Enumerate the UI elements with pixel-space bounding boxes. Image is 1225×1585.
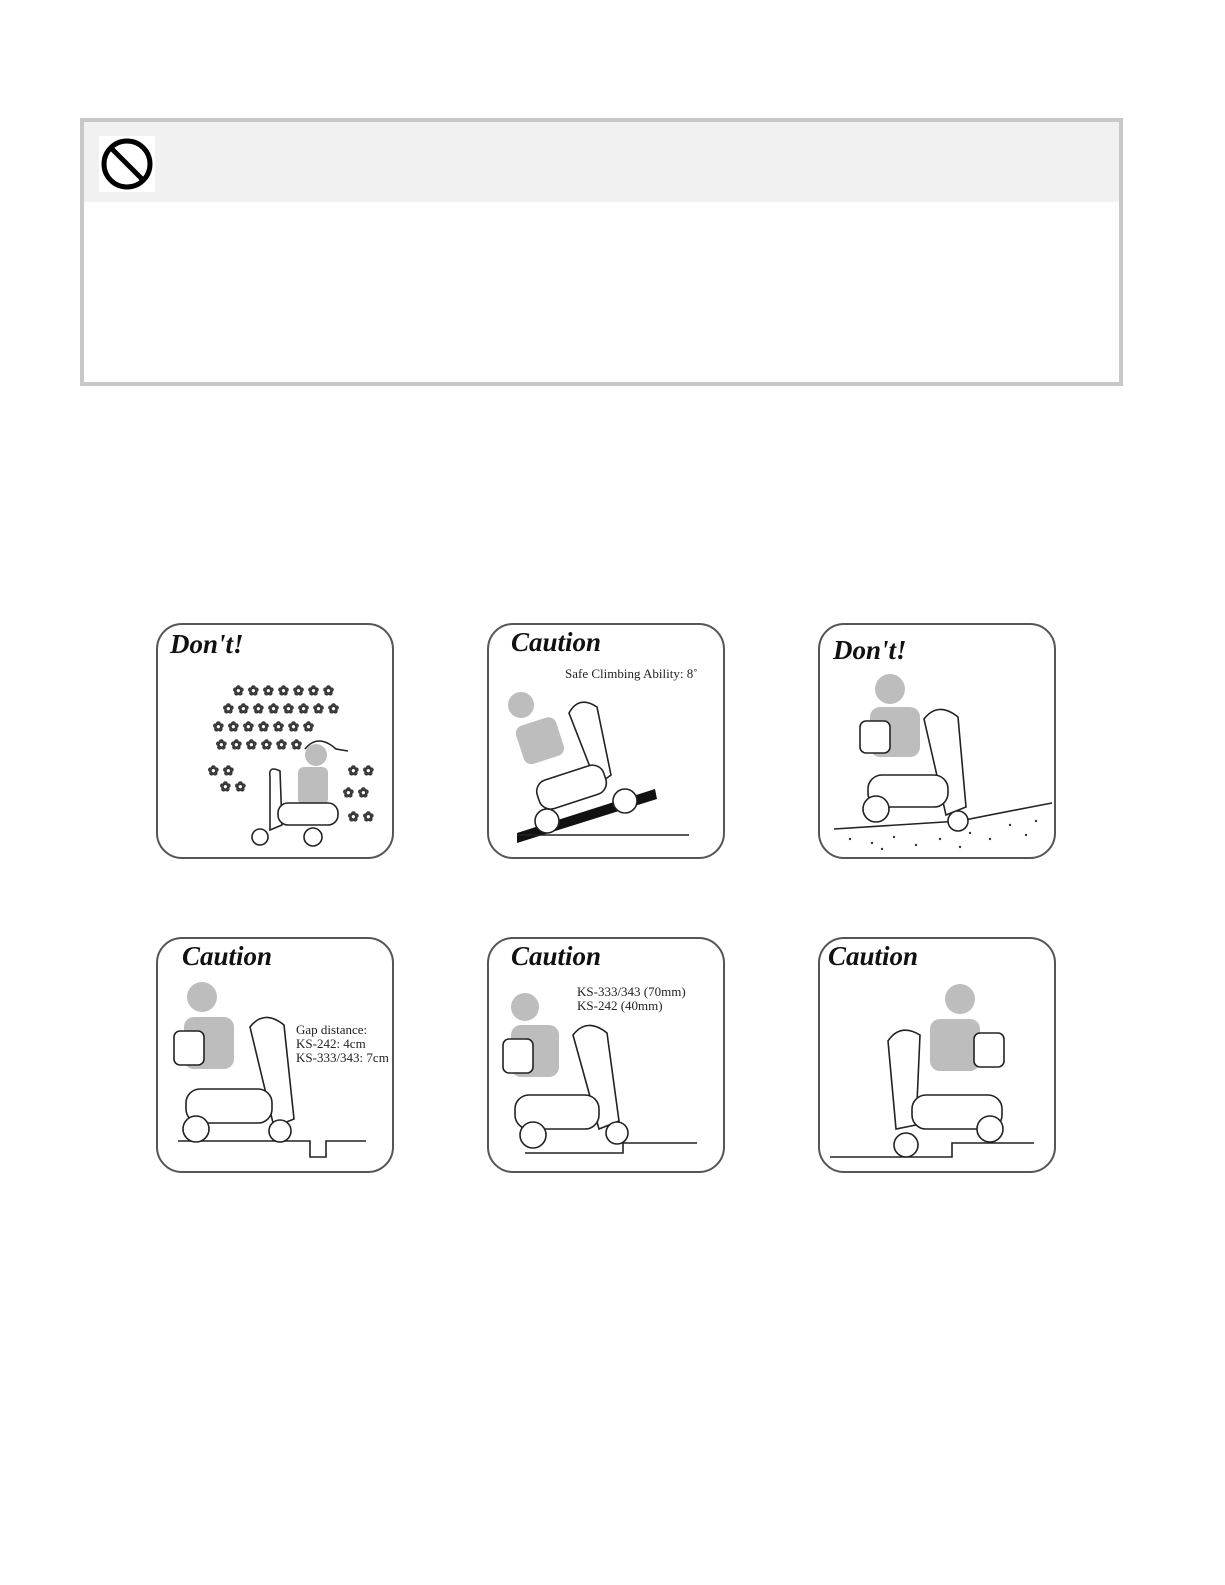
svg-text:✿ ✿: ✿ ✿ [208,764,234,779]
tile-note: KS-242: 4cm [296,1036,366,1051]
svg-text:✿ ✿ ✿ ✿ ✿ ✿ ✿: ✿ ✿ ✿ ✿ ✿ ✿ ✿ [213,720,315,735]
slope-scene-illustration [489,625,723,857]
svg-text:✿ ✿: ✿ ✿ [348,764,374,779]
tile-title: Caution [182,941,273,971]
tile-title: Caution [511,627,602,657]
tile-note: KS-333/343 (70mm) [577,984,686,999]
svg-text:✿ ✿: ✿ ✿ [348,810,374,825]
curb-down-scene-illustration [820,939,1054,1171]
warning-body [84,202,1119,382]
tile-title: Don't! [170,629,244,659]
tile-curb-down [818,937,1056,1173]
svg-text:✿ ✿: ✿ ✿ [343,786,369,801]
svg-text:✿ ✿: ✿ ✿ [220,780,246,795]
warning-header [84,122,1119,202]
warning-box [80,118,1123,386]
tile-slope [487,623,725,859]
tile-note: KS-242 (40mm) [577,998,663,1013]
tile-sand [818,623,1056,859]
svg-text:✿ ✿ ✿ ✿ ✿ ✿ ✿: ✿ ✿ ✿ ✿ ✿ ✿ ✿ [233,684,335,699]
curb-up-scene-illustration [489,939,723,1171]
tile-note: Safe Climbing Ability: 8˚ [565,666,698,681]
prohibition-icon [99,136,155,192]
tile-note: KS-333/343: 7cm [296,1050,389,1065]
tile-note: Gap distance: [296,1022,368,1037]
tile-curb-up [487,937,725,1173]
tile-title: Don't! [833,635,907,665]
tile-gap [156,937,394,1173]
tile-title: Caution [828,941,919,971]
tile-title: Caution [511,941,602,971]
tile-snow [156,623,394,859]
svg-text:✿ ✿ ✿ ✿ ✿ ✿: ✿ ✿ ✿ ✿ ✿ ✿ [216,738,303,753]
svg-text:✿ ✿ ✿ ✿ ✿ ✿ ✿ ✿: ✿ ✿ ✿ ✿ ✿ ✿ ✿ ✿ [223,702,340,717]
